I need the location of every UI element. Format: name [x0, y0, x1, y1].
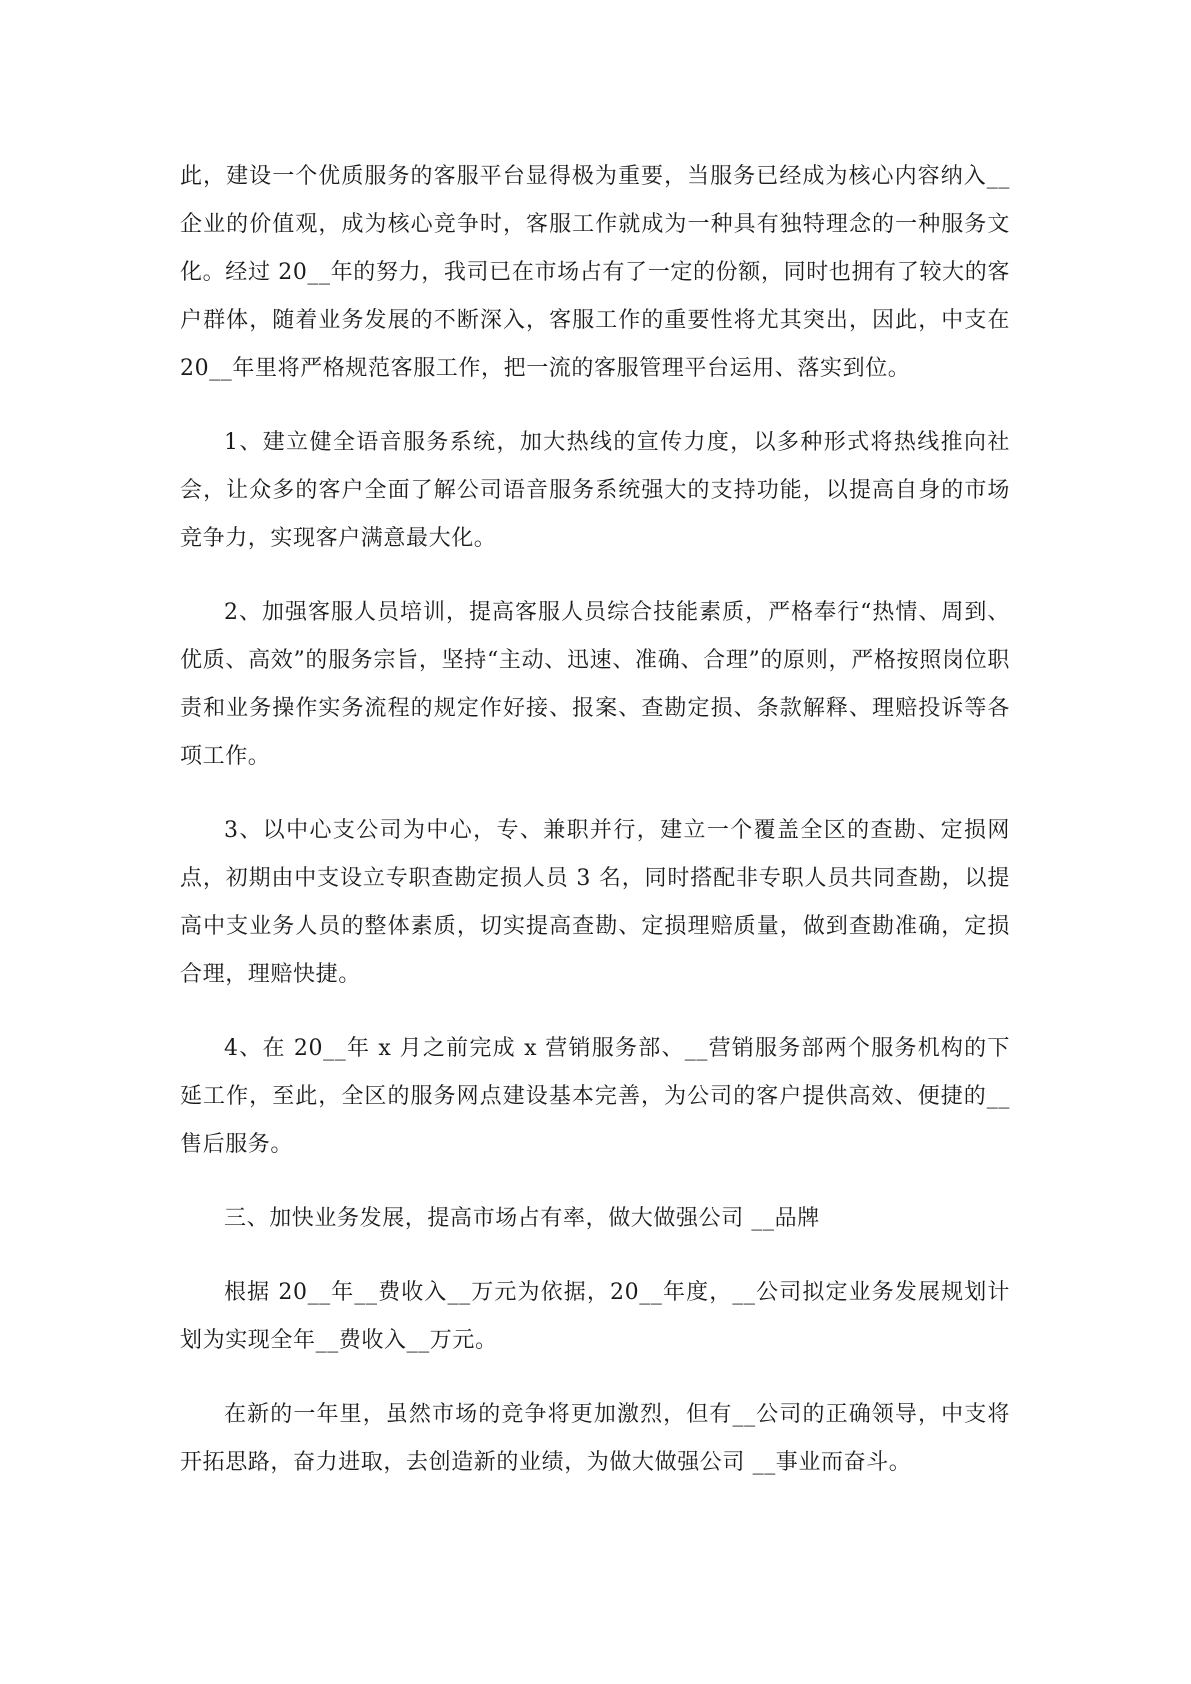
paragraph-item-2: 2、加强客服人员培训，提高客服人员综合技能素质，严格奉行“热情、周到、优质、高效”的服务宗旨，坚持“主动、迅速、准确、合理”的原则，严格按照岗位职责和业务操作实务流程的规定作好接、报案、查勘定损、条款解释、理赔投诉等各项工作。: [180, 600, 1010, 769]
paragraph-item-1: 1、建立健全语音服务系统，加大热线的宣传力度，以多种形式将热线推向社会，让众多的客户全面了解公司语音服务系统强大的支持功能，以提高自身的市场竞争力，实现客户满意最大化。: [180, 430, 1010, 551]
document-body: [180, 153, 1010, 1513]
section-heading-3: 三、加快业务发展，提高市场占有率，做大做强公司 __品牌: [224, 1206, 820, 1231]
paragraph-closing: 在新的一年里，虽然市场的竞争将更加激烈，但有__公司的正确领导，中支将开拓思路，奋力进取，去创造新的业绩，为做大做强公司 __事业而奋斗。: [180, 1402, 1010, 1475]
paragraph-plan: 根据 20__年__费收入__万元为依据，20__年度，__公司拟定业务发展规划计划为实现全年__费收入__万元。: [180, 1280, 1010, 1353]
paragraph-item-3: 3、以中心支公司为中心，专、兼职并行，建立一个覆盖全区的查勘、定损网点，初期由中支设立专职查勘定损人员 3 名，同时搭配非专职人员共同查勘，以提高中支业务人员的整体素质，切实提高查勘、定损理赔质量，做到查勘准确，定损合理，理赔快捷。: [180, 818, 1010, 987]
paragraph-item-4: 4、在 20__年 x 月之前完成 x 营销服务部、__营销服务部两个服务机构的下延工作，至此，全区的服务网点建设基本完善，为公司的客户提供高效、便捷的__售后服务。: [180, 1036, 1010, 1157]
paragraph-intro: 此，建设一个优质服务的客服平台显得极为重要，当服务已经成为核心内容纳入__企业的价值观，成为核心竞争时，客服工作就成为一种具有独特理念的一种服务文化。经过 20__年的努力，我司已在市场占有了一定的份额，同时也拥有了较大的客户群体，随着业务发展的不断深入，客服工作的重要性将尤其突出，因此，中支在 20__年里将严格规范客服工作，把一流的客服管理平台运用、落实到位。: [180, 164, 1010, 381]
